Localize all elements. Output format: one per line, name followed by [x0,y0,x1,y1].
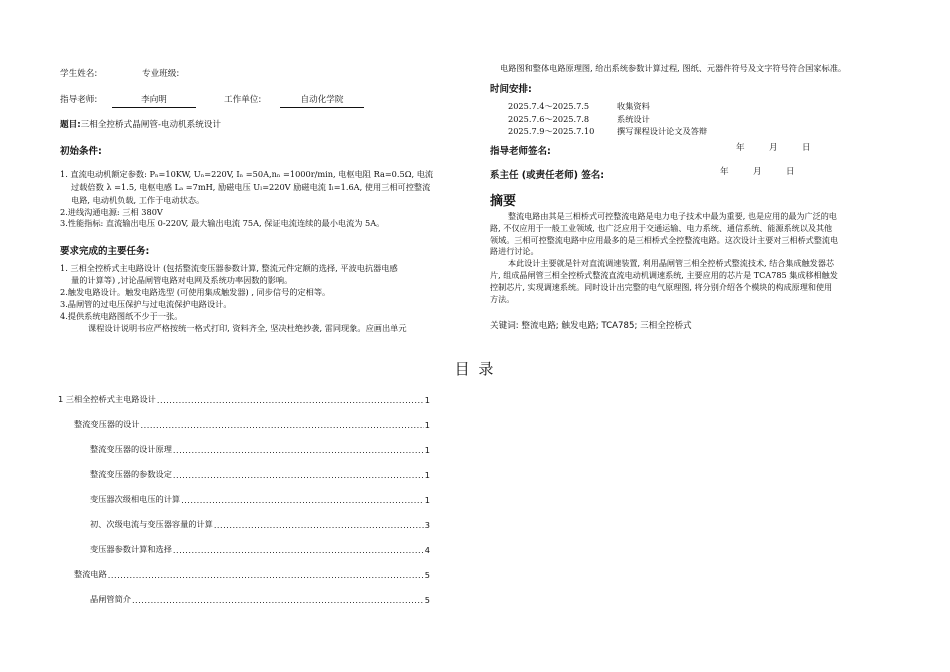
toc-entry-label: 变压器次级相电压的计算 [90,494,181,504]
advisor-label: 指导老师: [60,95,98,105]
task-item: 1. 三相全控桥式主电路设计 (包括整流变压器参数计算, 整流元件定额的选择, 平波电抗器电感 [60,263,398,273]
schedule-row [508,100,707,113]
schedule-task: 系统设计 [617,113,650,124]
toc-entry[interactable] [90,469,430,480]
topic-line [60,119,221,132]
toc-entry-page: 5 [424,595,430,605]
keywords: 关键词: 整流电路; 触发电路; TCA785; 三相全控桥式 [490,321,692,331]
toc-entry[interactable] [74,419,430,430]
toc-entry[interactable] [90,519,430,530]
toc-entry-page: 1 [424,420,430,430]
toc-leader-dots [214,520,424,530]
abstract-title: 摘要 [490,194,517,209]
initial-item: 1. 直流电动机额定参数: Pₙ=10KW, Uₙ=220V, Iₙ =50A,nₙ =1000r/min, 电枢电阻 Ra=0.5Ω, 电流 [60,169,434,179]
schedule-date: 2025.7.6～2025.7.8 [508,113,590,124]
dept-sign-month: 月 [753,167,762,177]
toc-entry-label: 整流电路 [74,569,107,579]
toc-leader-dots [173,545,424,555]
abstract-line: 控制芯片, 实现调速系统。同时设计出完整的电气原理图, 将分别介绍各个模块的构成原理和使用 [490,281,833,292]
toc-entry-page: 3 [424,520,430,530]
toc-leader-dots [173,445,424,455]
abstract-line: 片, 组成晶闸管三相全控桥式整流直流电动机调速系统, 主要应用的芯片是 TCA785 集成移相触发 [490,269,838,280]
toc-entry[interactable] [90,444,430,455]
advisor-sign-day: 日 [802,143,811,153]
toc-entry-label: 整流变压器的设计原理 [90,444,172,454]
initial-item: 2.进线沟通电源: 三相 380V [60,207,163,217]
initial-item: 过载倍数 λ =1.5, 电枢电感 Lₐ =7mH, 励磁电压 Uₗ=220V 励磁电流 Iₗ=1.6A, 使用三相可控整流 [71,182,431,192]
unit-name: 自动化学院 [280,94,364,108]
task-item: 量的计算等) ,讨论晶闸管电路对电网及系统功率因数的影响。 [71,275,293,285]
schedule-date: 2025.7.4～2025.7.5 [508,101,590,111]
schedule-title: 时间安排: [490,84,532,95]
toc-entry-page: 1 [424,495,430,505]
abstract-body [490,211,910,305]
toc-entry[interactable] [74,569,430,580]
initial-conditions-title: 初始条件: [60,146,102,157]
task-item: 课程设计说明书应严格按统一格式打印, 资料齐全, 坚决杜绝抄袭, 雷同现象。应画出单元 [88,323,407,333]
toc-leader-dots [181,495,424,505]
task-item: 2.触发电路设计。触发电路选型 (可使用集成触发器) , 同步信号的定相等。 [60,287,331,297]
toc-leader-dots [157,395,424,405]
advisor-signature-label: 指导老师签名: [490,146,551,157]
abstract-line: 方法。 [490,293,515,304]
advisor-name: 李向明 [112,94,196,108]
toc-leader-dots [173,470,424,480]
toc-entry-page: 1 [424,395,430,405]
toc-title: 目 录 [454,360,496,378]
task-item: 4.提供系统电路图纸不少于一张。 [60,311,183,321]
initial-item: 电路, 电动机负载, 工作于电动状态。 [71,195,205,205]
schedule-row [508,125,707,138]
schedule-task: 收集资料 [617,101,650,111]
toc-entry-label: 整流变压器的参数设定 [90,469,172,479]
toc-entry-label: 1 三相全控桥式主电路设计 [58,394,156,404]
unit-label: 工作单位: [224,95,262,105]
toc-entry-page: 1 [424,445,430,455]
task-item: 3.晶闸管的过电压保护与过电流保护电路设计。 [60,299,232,309]
student-name-label: 学生姓名: [60,69,98,79]
toc-entry-label: 初、次级电流与变压器容量的计算 [90,519,213,529]
dept-sign-year: 年 [720,167,729,177]
toc-entry[interactable] [90,544,430,555]
class-label: 专业班级: [142,69,180,79]
toc-entry-page: 1 [424,470,430,480]
abstract-line: 路进行讨论。 [490,246,539,257]
advisor-sign-year: 年 [736,143,745,153]
main-tasks-title: 要求完成的主要任务: [60,246,150,257]
toc-entry-label: 整流变压器的设计 [74,419,140,429]
toc-entry[interactable] [58,394,430,405]
topic-text: 三相全控桥式晶闸管-电动机系统设计 [80,120,222,130]
toc-entry[interactable] [90,594,430,605]
schedule-task: 撰写课程设计论文及答辩 [617,126,708,136]
schedule-date: 2025.7.9～2025.7.10 [508,126,595,136]
abstract-line: 路, 不仅应用于一般工业领域, 也广泛应用于交通运输、电力系统、通信系统、能源系统以及其他 [490,222,833,233]
abstract-line: 领域。三相可控整流电路中应用最多的是三相桥式全控整流电路。这次设计主要对三相桥式整流电 [490,234,839,245]
initial-item: 3.性能指标: 直流输出电压 0-220V, 最大输出电流 75A, 保证电流连续的最小电流为 5A。 [60,218,385,228]
toc-entry[interactable] [90,494,430,505]
toc-entry-label: 变压器参数计算和选择 [90,544,172,554]
advisor-sign-month: 月 [769,143,778,153]
abstract-line: 本此设计主要就是针对直流调速装置, 利用晶闸管三相全控桥式整流技术, 结合集成触发器芯 [508,258,834,269]
dept-head-signature-label: 系主任 (或责任老师) 签名: [490,170,605,181]
toc-leader-dots [141,420,424,430]
toc-entry-page: 4 [424,545,430,555]
main-tasks-list [60,262,480,334]
toc-leader-dots [108,570,424,580]
continuation-text: 电路图和整体电路原理图, 给出系统参数计算过程, 图纸、元器件符号及文字符号符合国家标准。 [500,63,847,73]
toc-leader-dots [132,595,424,605]
initial-conditions-list [60,168,480,229]
toc-entry-label: 晶闸管简介 [90,594,131,604]
schedule-row [508,113,707,126]
abstract-line: 整流电路由其是三相桥式可控整流电路是电力电子技术中最为重要, 也是应用的最为广泛的电 [508,211,837,221]
schedule-list [508,100,707,138]
topic-label: 题目: [60,120,81,130]
toc-entry-page: 5 [424,570,430,580]
dept-sign-day: 日 [786,167,795,177]
